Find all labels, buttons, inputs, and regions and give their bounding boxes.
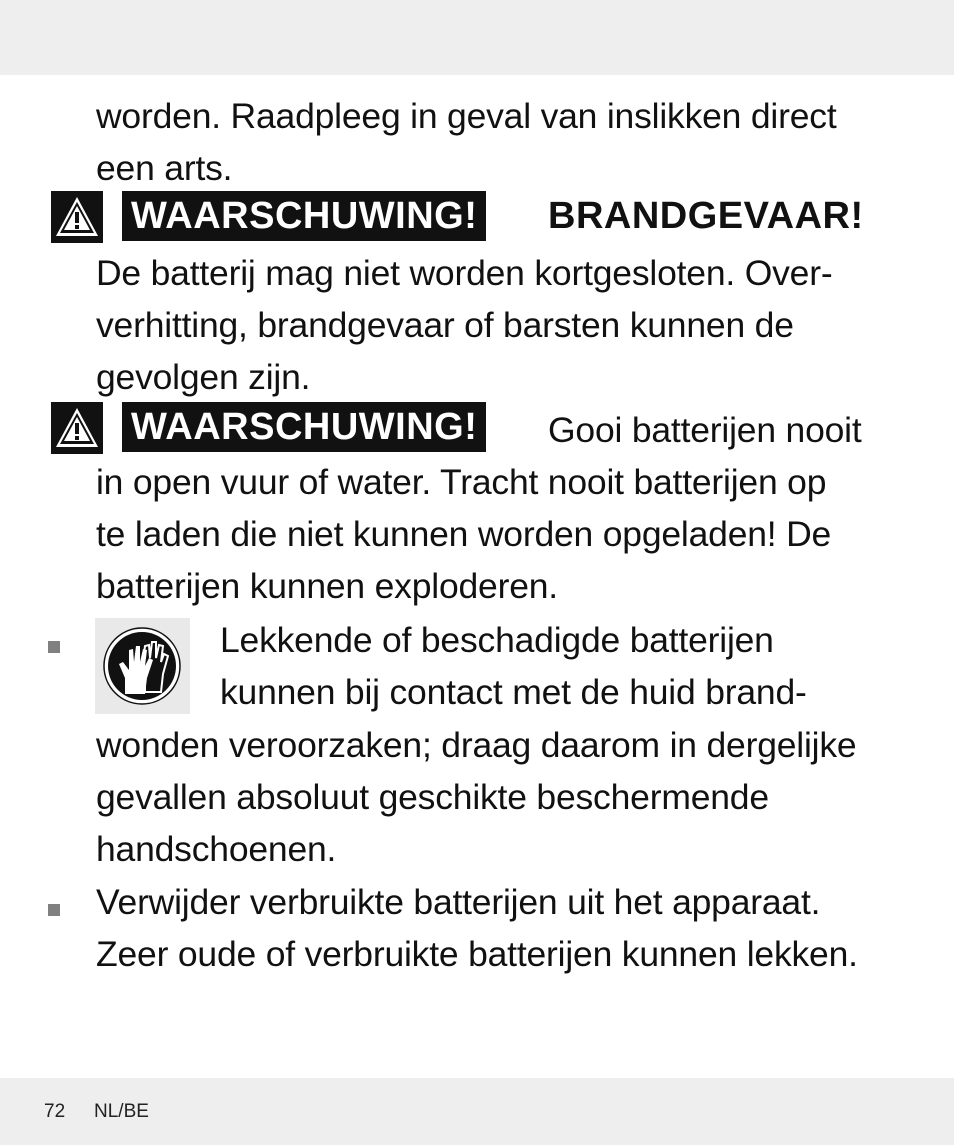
body-text-line: De batterij mag niet worden kortgesloten. Over- <box>96 253 833 293</box>
body-text-line: Verwijder verbruikte batterijen uit het apparaat. <box>96 882 821 922</box>
body-text-line: Lekkende of beschadigde batterijen <box>220 620 774 660</box>
body-text-line: gevolgen zijn. <box>96 357 311 397</box>
warning-label: WAARSCHUWING! <box>122 191 486 241</box>
body-text-line: verhitting, brandgevaar of barsten kunnen de <box>96 305 794 345</box>
body-text-line: batterijen kunnen exploderen. <box>96 566 558 606</box>
body-text-line: te laden die niet kunnen worden opgeladen! De <box>96 514 832 554</box>
warning-label: WAARSCHUWING! <box>122 402 486 452</box>
body-text-line: wonden veroorzaken; draag daarom in dergelijke <box>96 725 857 765</box>
bullet-marker <box>48 904 60 916</box>
body-text-line: worden. Raadpleeg in geval van inslikken direct <box>96 96 837 136</box>
warning-triangle-icon <box>51 191 103 243</box>
bullet-marker <box>48 641 60 653</box>
warning-heading: BRANDGEVAAR! <box>548 195 864 237</box>
body-text-line: een arts. <box>96 148 233 188</box>
top-band <box>0 0 954 75</box>
body-text-line: in open vuur of water. Tracht nooit batterijen op <box>96 462 827 502</box>
locale-label: NL/BE <box>94 1101 149 1122</box>
body-text-line: kunnen bij contact met de huid brand- <box>220 672 807 712</box>
glove-icon-frame <box>95 618 190 714</box>
warning-triangle-icon <box>51 402 103 454</box>
body-text-line: gevallen absoluut geschikte beschermende <box>96 777 769 817</box>
body-text-line: Zeer oude of verbruikte batterijen kunnen lekken. <box>96 934 858 974</box>
page-number: 72 <box>44 1101 66 1122</box>
protective-gloves-icon <box>95 618 190 714</box>
body-text-line: Gooi batterijen nooit <box>548 410 862 450</box>
body-text-line: handschoenen. <box>96 829 337 869</box>
